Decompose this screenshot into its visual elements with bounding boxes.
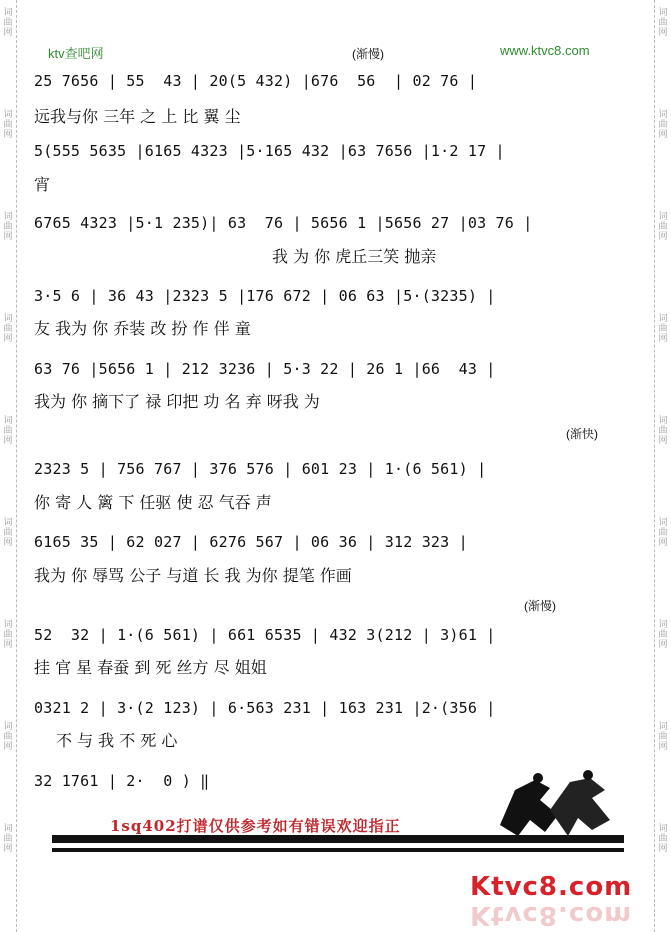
lyrics-row-9: 不 与 我 不 死 心: [56, 731, 178, 750]
margin-watermark: 词 曲 网: [3, 8, 13, 38]
margin-watermark: 词 曲 网: [658, 212, 668, 242]
margin-watermark: 词 曲 网: [658, 8, 668, 38]
site-logo: Ktvc8.com: [470, 872, 633, 902]
lyrics-row-3: 我 为 你 虎丘三笑 抛亲: [272, 247, 437, 266]
notation-row-6: 2323 5 | 756 767 | 376 576 | 601 23 | 1·(6 561) |: [34, 460, 487, 478]
notation-row-3: 6765 4323 |5·1 235)| 63 76 | 5656 1 |5656 27 |03 76 |: [34, 214, 533, 232]
site-url: www.ktvc8.com: [500, 43, 590, 58]
notation-row-10: 32 1761 | 2· 0 ) ‖: [34, 772, 210, 790]
lyrics-row-7: 我为 你 辱骂 公子 与道 长 我 为你 提笔 作画: [34, 566, 352, 585]
lyrics-row-5: 我为 你 摘下了 禄 印把 功 名 弃 呀我 为: [34, 392, 320, 411]
tempo-marking: (渐慢): [352, 47, 384, 61]
notation-row-2: 5(555 5635 |6165 4323 |5·165 432 |63 7656 |1·2 17 |: [34, 142, 505, 160]
margin-watermark: 词 曲 网: [3, 722, 13, 752]
margin-watermark: 词 曲 网: [658, 416, 668, 446]
site-label-left: ktv查吧网: [48, 46, 104, 61]
notation-row-7: 6165 35 | 62 027 | 6276 567 | 06 36 | 312 323 |: [34, 533, 468, 551]
footer-rule-thick: [52, 835, 624, 843]
margin-watermark: 词 曲 网: [658, 110, 668, 140]
notation-row-1: 25 7656 | 55 43 | 20(5 432) |676 56 | 02 76 |: [34, 72, 478, 90]
margin-watermark: 词 曲 网: [3, 212, 13, 242]
margin-watermark: 词 曲 网: [658, 722, 668, 752]
margin-watermark: 词 曲 网: [658, 620, 668, 650]
margin-watermark: 词 曲 网: [3, 518, 13, 548]
margin-watermark: 词 曲 网: [658, 518, 668, 548]
notation-row-9: 0321 2 | 3·(2 123) | 6·563 231 | 163 231 |2·(356 |: [34, 699, 496, 717]
lyrics-row-1: 远我与你 三年 之 上 比 翼 尘: [34, 107, 241, 126]
margin-watermark: 词 曲 网: [3, 110, 13, 140]
site-logo-reflection: Ktvc8.com: [470, 900, 633, 930]
tempo-marking-faster: (渐快): [566, 427, 598, 441]
tempo-marking-slower: (渐慢): [524, 599, 556, 613]
margin-watermark: 词 曲 网: [3, 416, 13, 446]
lyrics-row-6: 你 寄 人 篱 下 任驱 使 忍 气吞 声: [34, 493, 272, 512]
notation-row-8: 52 32 | 1·(6 561) | 661 6535 | 432 3(212 | 3)61 |: [34, 626, 496, 644]
footer-note: 1sq402打谱仅供参考如有错误欢迎指正: [110, 817, 401, 835]
notation-row-5: 63 76 |5656 1 | 212 3236 | 5·3 22 | 26 1 |66 43 |: [34, 360, 496, 378]
margin-watermark: 词 曲 网: [658, 314, 668, 344]
margin-watermark: 词 曲 网: [3, 314, 13, 344]
dancing-figures-image: [480, 770, 620, 840]
margin-watermark: 词 曲 网: [3, 824, 13, 854]
footer-rule-thin: [52, 848, 624, 852]
notation-row-4: 3·5 6 | 36 43 |2323 5 |176 672 | 06 63 |5·(3235) |: [34, 287, 496, 305]
margin-watermark: 词 曲 网: [658, 824, 668, 854]
lyrics-row-8: 挂 官 星 春蚕 到 死 丝方 尽 姐姐: [34, 658, 267, 677]
lyrics-row-2: 宵: [34, 175, 51, 194]
margin-watermark: 词 曲 网: [3, 620, 13, 650]
lyrics-row-4: 友 我为 你 乔装 改 扮 作 伴 童: [34, 319, 251, 338]
